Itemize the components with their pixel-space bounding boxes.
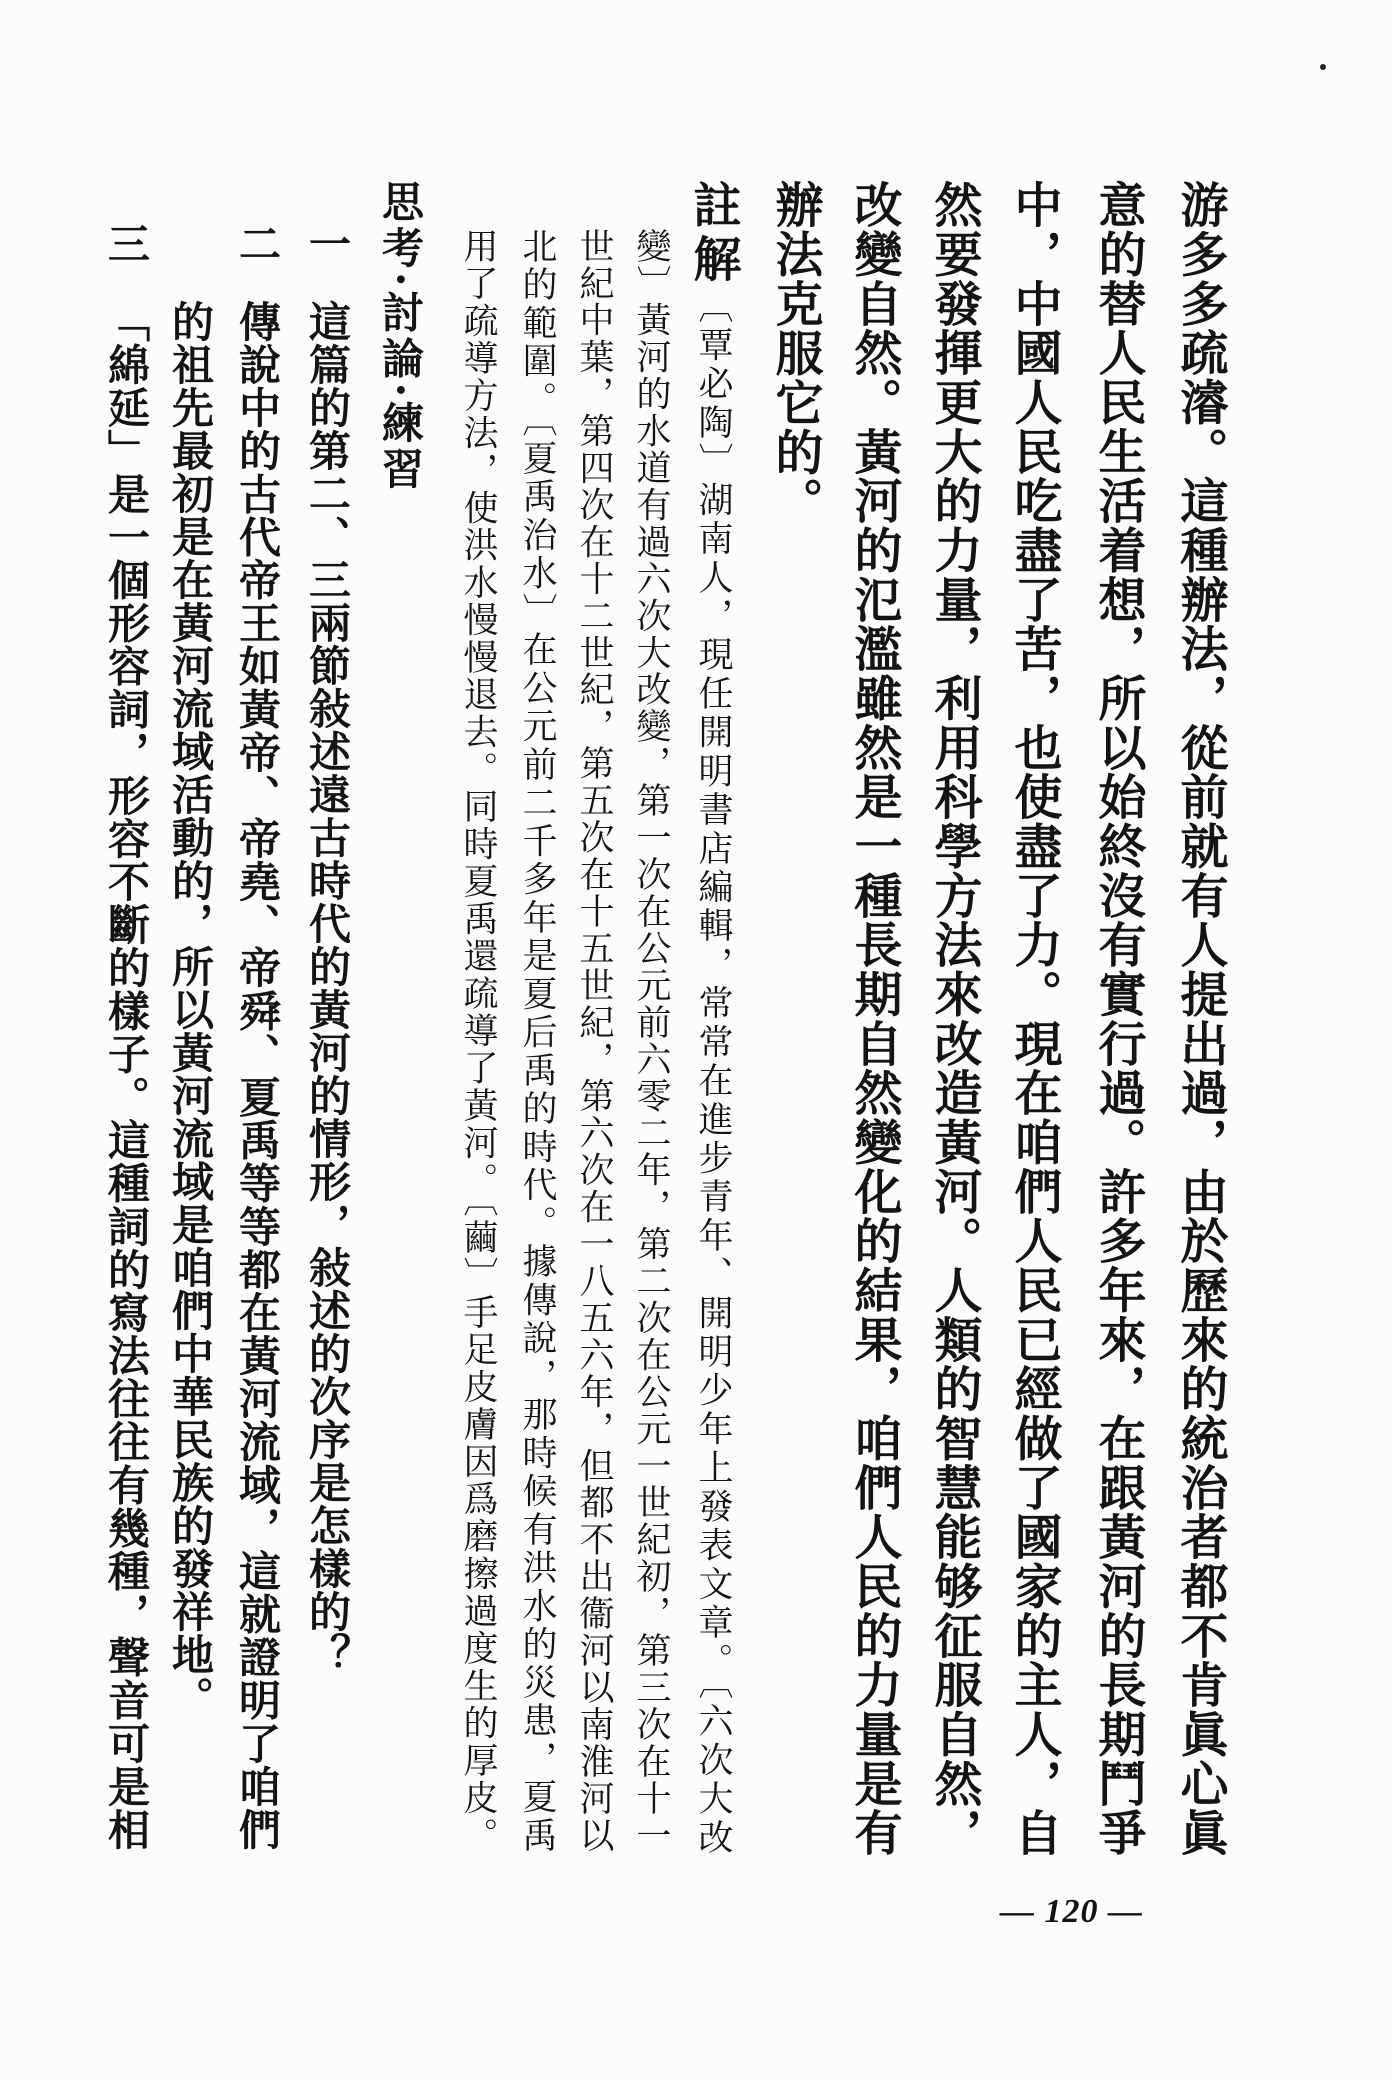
main-text-column: 意的替人民生活着想，所以始終沒有實行過。許多年來，在跟黃河的長期鬥爭 <box>1090 180 1146 1856</box>
notes-heading: 註解 <box>685 180 741 288</box>
note-column: 變〕黃河的水道有過六次大改變，第一次在公元前六零二年，第二次在公元一世紀初，第三次在十一 <box>631 228 671 1852</box>
exercise-text-column: 這篇的第二、三兩節敍述遠古時代的黃河的情形，敍述的次序是怎樣的？ <box>303 300 352 1676</box>
exercise-text-column: 傳說中的古代帝王如黃帝、帝堯、帝舜、夏禹等等都在黃河流域，這就證明了咱們 <box>233 300 282 1850</box>
main-text-column: 辦法克服它的。 <box>767 180 823 527</box>
main-text-column: 游多多疏濬。這種辦法，從前就有人提出過，由於歷來的統治者都不肯眞心眞 <box>1172 180 1228 1856</box>
exercise-label: 二 <box>233 222 282 264</box>
exercise-label: 一 <box>303 222 352 264</box>
main-text-column: 改變自然。黃河的氾濫雖然是一種長期自然變化的結果，咱們人民的力量是有 <box>846 180 902 1856</box>
main-text-column: 中，中國人民吃盡了苦，也使盡了力。現在咱們人民已經做了國家的主人，自 <box>1006 180 1062 1856</box>
page-number: — 120 — <box>1000 1893 1143 1930</box>
exercises-heading: 思考·討論·練習 <box>376 180 425 494</box>
note-column: 用了疏導方法，使洪水慢慢退去。同時夏禹還疏導了黃河。〔繭〕手足皮膚因爲磨擦過度生的厚皮。 <box>458 228 498 1852</box>
exercise-text-column: 的祖先最初是在黃河流域活動的，所以黃河流域是咱們中華民族的發祥地。 <box>166 300 215 1719</box>
note-column: 北的範圍。〔夏禹治水〕在公元前二千多年是夏后禹的時代。據傳說，那時候有洪水的災患，夏禹 <box>517 228 557 1852</box>
note-column: 〔覃必陶〕湖南人，現任開明書店編輯，常常在進步青年、開明少年上發表文章。〔六次大改 <box>693 288 733 1854</box>
scan-speck <box>1320 64 1326 70</box>
exercise-text-column: 「綿延」是一個形容詞，形容不斷的樣子。這種詞的寫法往往有幾種，聲音可是相 <box>102 300 151 1850</box>
note-column: 世紀中葉，第四次在十二世紀，第五次在十五世紀，第六次在一八五六年，但都不出衞河以南淮河以 <box>574 228 614 1852</box>
main-text-column: 然要發揮更大的力量，利用科學方法來改造黃河。人類的智慧能够征服自然， <box>926 180 982 1856</box>
exercise-label: 三 <box>102 222 151 264</box>
